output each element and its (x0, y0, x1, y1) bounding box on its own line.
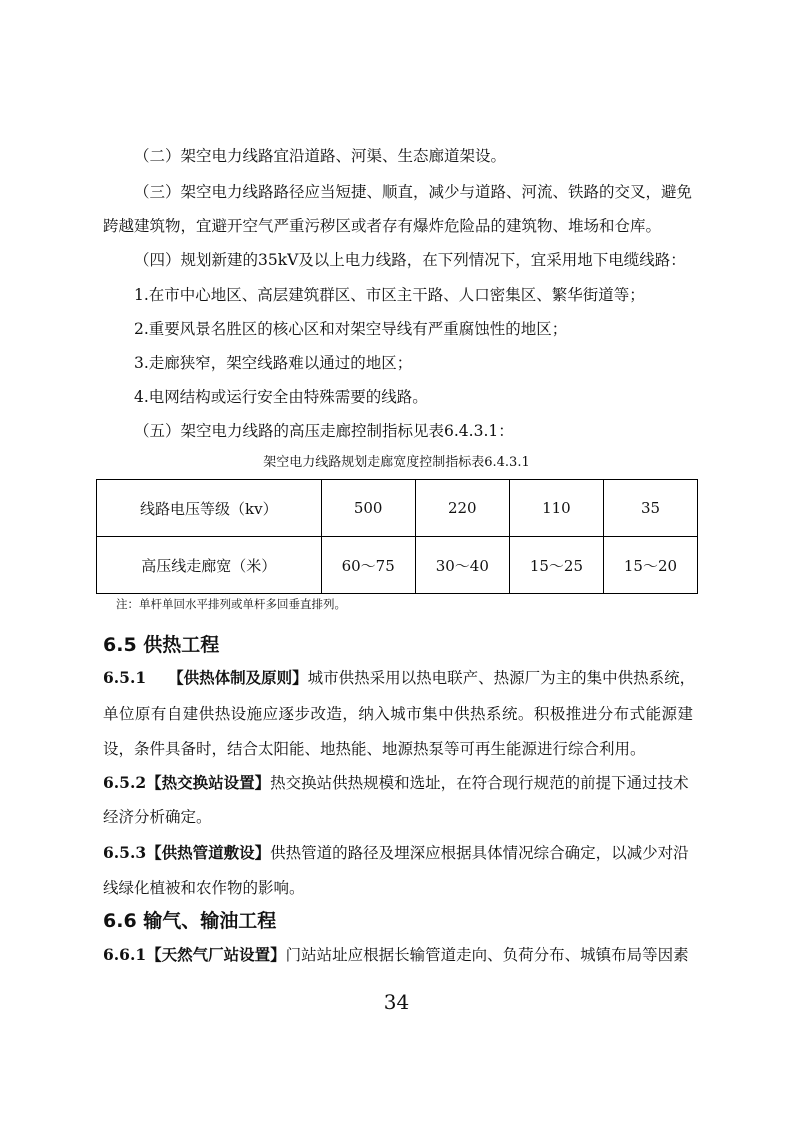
item-6-5-2-line-1 (103, 772, 693, 794)
table-cell: 60～75 (321, 537, 415, 594)
item-text: 城市供热采用以热电联产、热源厂为主的集中供热系统， (307, 669, 696, 687)
item-number: 6.5.1 (103, 668, 147, 687)
corridor-width-table (96, 479, 698, 594)
table-cell: 15～20 (603, 537, 697, 594)
item-title: 【热交换站设置】 (146, 773, 271, 792)
para-5: （五）架空电力线路的高压走廊控制指标见表6.4.3.1： (134, 422, 514, 440)
table-caption: 架空电力线路规划走廊宽度控制指标表6.4.3.1 (263, 455, 530, 470)
table-cell: 15～25 (509, 537, 603, 594)
section-heading-6-6: 6.6 输气、输油工程 (103, 910, 277, 932)
table-row (97, 480, 698, 537)
item-6-5-2-line-2: 经济分析确定。 (103, 808, 212, 826)
item-number: 6.5.2 (103, 773, 147, 792)
table-row-header: 高压线走廊宽（米） (97, 537, 322, 594)
table-row (97, 537, 698, 594)
para-3-line-1: （三）架空电力线路路径应当短捷、顺直，减少与道路、河流、铁路的交叉，避免 (134, 183, 693, 201)
table-row-header: 线路电压等级（kv） (97, 480, 322, 537)
para-4: （四）规划新建的35kV及以上电力线路，在下列情况下，宜采用地下电缆线路： (134, 251, 686, 269)
item-text: 热交换站供热规模和选址，在符合现行规范的前提下通过技术 (270, 774, 689, 792)
table-cell: 110 (509, 480, 603, 537)
item-text: 供热管道的路径及埋深应根据具体情况综合确定，以减少对沿 (270, 844, 689, 862)
item-title: 【天然气厂站设置】 (146, 945, 286, 964)
table-cell: 30～40 (415, 537, 509, 594)
page-number: 34 (383, 990, 410, 1014)
item-6-5-3-line-1 (103, 842, 693, 864)
list-item-1: 1.在市中心地区、高层建筑群区、市区主干路、人口密集区、繁华街道等； (134, 286, 645, 304)
item-text: 门站站址应根据长输管道走向、负荷分布、城镇布局等因素 (285, 946, 689, 964)
list-item-4: 4.电网结构或运行安全由特殊需要的线路。 (134, 388, 428, 406)
para-2: （二）架空电力线路宜沿道路、河渠、生态廊道架设。 (134, 147, 507, 165)
item-6-6-1-line-1 (103, 944, 693, 966)
item-number: 6.6.1 (103, 945, 147, 964)
item-6-5-1-line-1 (103, 667, 696, 689)
list-item-2: 2.重要风景名胜区的核心区和对架空导线有严重腐蚀性的地区； (134, 320, 568, 338)
item-number: 6.5.3 (103, 843, 147, 862)
item-title: 【供热管道敷设】 (146, 843, 271, 862)
section-heading-6-5: 6.5 供热工程 (103, 634, 220, 656)
table-cell: 35 (603, 480, 697, 537)
para-3-line-2: 跨越建筑物，宜避开空气严重污秽区或者存有爆炸危险品的建筑物、堆场和仓库。 (103, 217, 662, 235)
list-item-3: 3.走廊狭窄，架空线路难以通过的地区； (134, 354, 413, 372)
item-title: 【供热体制及原则】 (168, 668, 308, 687)
table-cell: 500 (321, 480, 415, 537)
item-6-5-1-line-3: 设，条件具备时，结合太阳能、地热能、地源热泵等可再生能源进行综合利用。 (103, 740, 646, 758)
item-6-5-1-line-2: 单位原有自建供热设施应逐步改造，纳入城市集中供热系统。积极推进分布式能源建 (103, 705, 693, 723)
item-6-5-3-line-2: 线绿化植被和农作物的影响。 (103, 879, 305, 897)
table-cell: 220 (415, 480, 509, 537)
table-note: 注：单杆单回水平排列或单杆多回垂直排列。 (116, 597, 346, 611)
